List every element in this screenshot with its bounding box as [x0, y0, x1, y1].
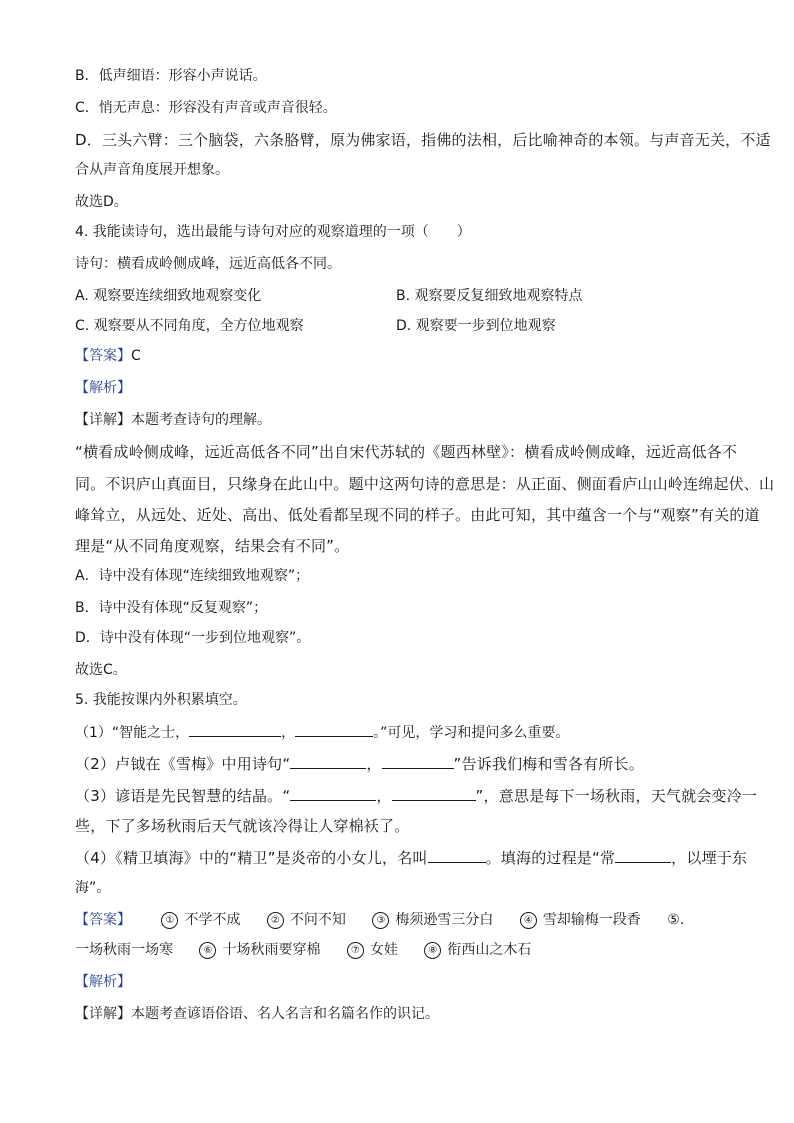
answer-item: ⑥ 十场秋雨要穿棉 [199, 940, 320, 960]
q5-sentence-4: （4）《精卫填海》中的“精卫”是炎帝的小女儿，名叫 。填海的过程是“常 ，以堙于东 [75, 849, 748, 867]
q4-answer [75, 346, 141, 366]
q5-sentence-3: （3）谚语是先民智慧的结晶。“ ， ”，意思是每下一场秋雨，天气就会变冷一 [75, 787, 758, 805]
q3-choice: 故选D。 [75, 194, 128, 210]
answer-tag: 【答案】 [75, 348, 131, 364]
answer-item-num: ⑤. [667, 912, 685, 928]
fill-blank [382, 754, 454, 769]
answer-item: 一场秋雨一场寒 [75, 942, 173, 958]
fill-blank [290, 754, 366, 769]
q5-sentence-1: （1）“智能之士， ， 。”可见，学习和提问多么重要。 [75, 722, 569, 743]
answer-item: ⑧ 衔西山之木石 [424, 940, 531, 960]
q4-option-d: D. 观察要一步到位地观察 [396, 318, 556, 334]
answer-item: ② 不问不知 [267, 910, 346, 930]
q5-analysis-tag: 【解析】 [75, 974, 131, 990]
answer-tag: 【答案】 [75, 912, 131, 928]
option-d-explanation-cont: 合从声音角度展开想象。 [75, 162, 229, 178]
option-d-explanation: D．三头六臂：三个脑袋，六条胳臂，原为佛家语，指佛的法相，后比喻神奇的本领。与声音无关，不适 [75, 131, 771, 149]
q4-option-a: A. 观察要连续细致地观察变化 [75, 288, 262, 304]
answer-item: ④ 雪却输梅一段香 [520, 910, 641, 930]
q5-answers-row-2 [75, 940, 553, 960]
fill-blank [295, 722, 373, 737]
fill-blank [615, 848, 671, 863]
q4-explain-a: A．诗中没有体现“连续细致地观察”； [75, 568, 310, 584]
q4-para-3: 峰耸立，从远处、近处、高出、低处看都呈现不同的样子。由此可知，其中蕴含一个与“观察”有关的道 [75, 506, 760, 524]
q5-sentence-2: （2）卢钺在《雪梅》中用诗句“ ， ”告诉我们梅和雪各有所长。 [75, 755, 644, 773]
q4-analysis-tag: 【解析】 [75, 380, 131, 396]
fill-blank [290, 786, 376, 801]
fill-blank [392, 786, 476, 801]
q4-explain-b: B．诗中没有体现“反复观察”； [75, 600, 268, 616]
q4-option-b: B. 观察要反复细致地观察特点 [396, 288, 583, 304]
answer-item: ⑦ 女娃 [347, 940, 398, 960]
option-b-explanation: B．低声细语：形容小声说话。 [75, 68, 267, 84]
q4-poem: 诗句：横看成岭侧成峰，远近高低各不同。 [75, 256, 341, 272]
q4-para-2: 同。不识庐山真面目，只缘身在此山中。题中这两句诗的意思是：从正面、侧面看庐山山岭连绵起伏、山 [75, 475, 775, 493]
answer-item: ③ 梅须逊雪三分白 [372, 910, 493, 930]
option-c-explanation: C．悄无声息：形容没有声音或声音很轻。 [75, 100, 337, 116]
q5-sentence-3-cont: 些，下了多场秋雨后天气就该冷得让人穿棉袄了。 [75, 817, 410, 835]
q5-stem: 5. 我能按课内外积累填空。 [75, 692, 247, 708]
answer-value: C [131, 348, 141, 364]
q4-para-1: “横看成岭侧成峰，远近高低各不同”出自宋代苏轼的《题西林壁》：横看成岭侧成峰，远近高低各不 [75, 443, 738, 461]
answer-item: ① 不学不成 [161, 910, 240, 930]
q5-detail: 【详解】本题考查谚语俗语、名人名言和名篇名作的识记。 [75, 1006, 439, 1022]
fill-blank [428, 848, 486, 863]
q4-detail: 【详解】本题考查诗句的理解。 [75, 412, 271, 428]
q4-para-4: 理是“从不同角度观察，结果会有不同”。 [75, 537, 350, 555]
q5-sentence-4-cont: 海”。 [75, 880, 111, 896]
q4-choice: 故选C。 [75, 662, 127, 678]
q5-answers-row-1 [75, 910, 684, 930]
fill-blank [189, 722, 281, 737]
q4-stem: 4. 我能读诗句，选出最能与诗句对应的观察道理的一项（ ） [75, 224, 471, 240]
q4-option-c: C. 观察要从不同角度，全方位地观察 [75, 318, 304, 334]
q4-explain-d: D．诗中没有体现“一步到位地观察”。 [75, 630, 311, 646]
